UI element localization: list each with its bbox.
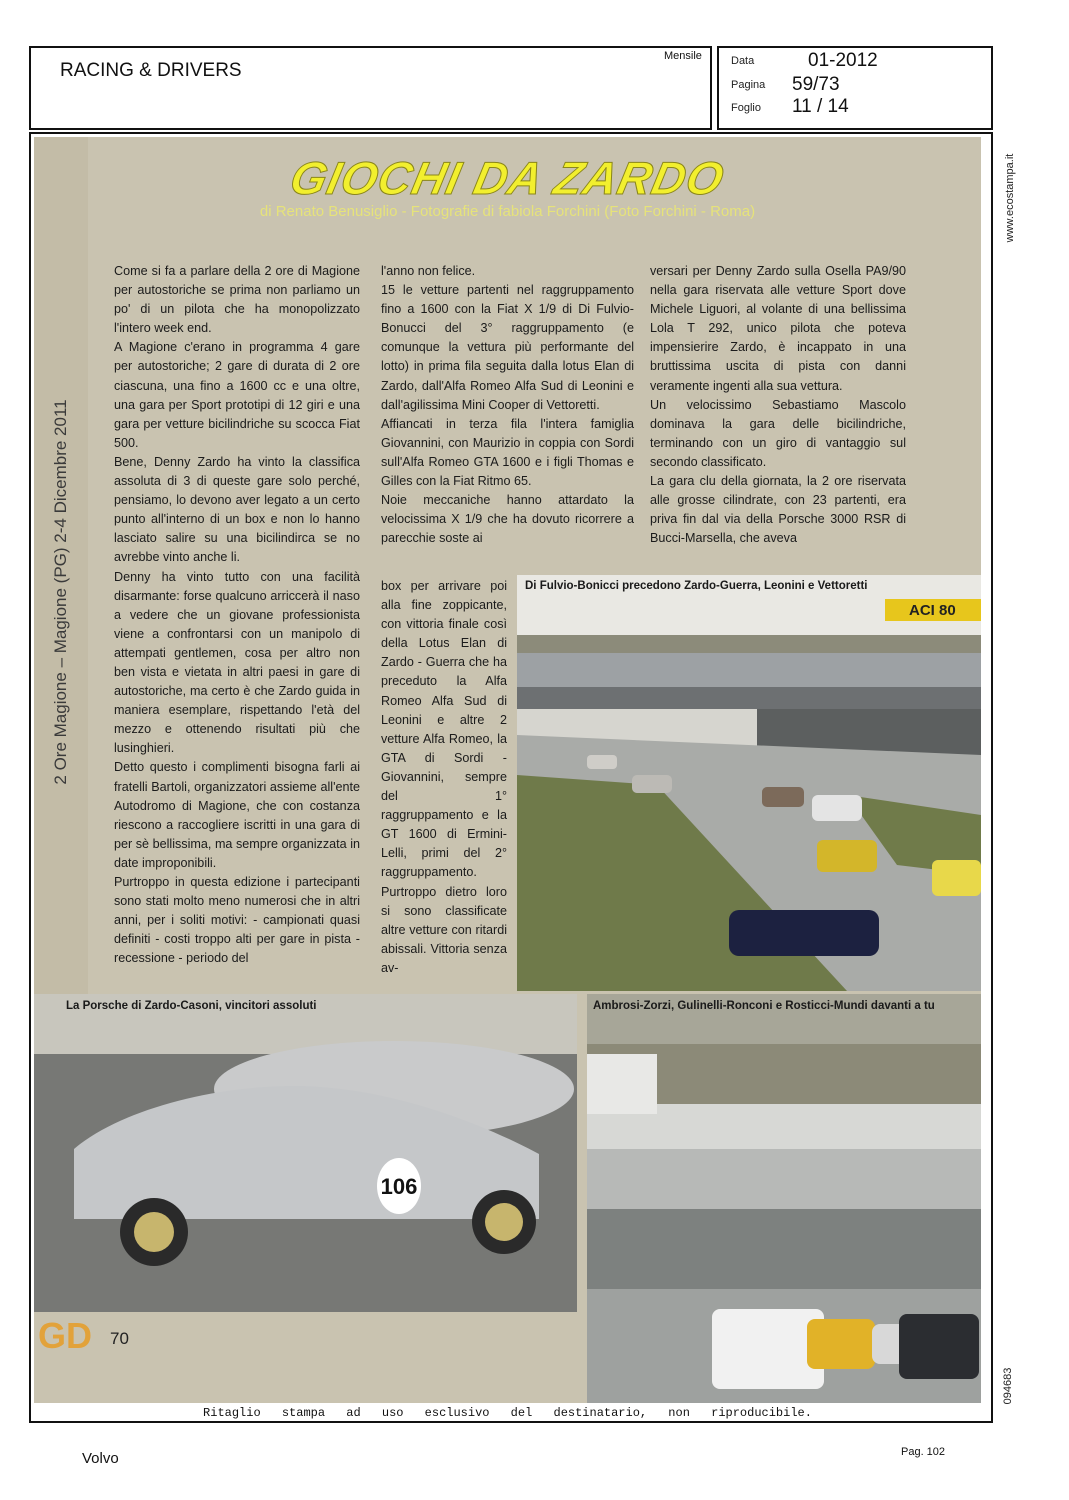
event-info: 2 Ore Magione – Magione (PG) 2-4 Dicembre 2011 — [51, 399, 70, 785]
pagina-label: Pagina — [731, 79, 766, 91]
article-byline: di Renato Benusiglio - Fotografie di fabiola Forchini (Foto Forchini - Roma) — [259, 203, 756, 220]
pagina-value: 59/73 — [792, 74, 840, 95]
car-icon — [817, 840, 877, 872]
foglio-value: 11 / 14 — [792, 96, 849, 117]
car-number: 106 — [380, 1174, 418, 1199]
magazine-logo — [38, 1315, 100, 1361]
paragraph: Detto questo i complimenti bisogna farli ai fratelli Bartoli, organizzatori assieme all'ente Autodromo di Magione, che con costanza riescono a raccogliere iscritti in una gara di per sè bellissima, ma sempre organizzata in date improponibili. — [114, 760, 360, 870]
paragraph: Bene, Denny Zardo ha vinto la classifica assoluta di 3 di queste gare solo perché, pensiamo, lo devono aver legato a un certo punto all'interno di un box e non lo hanno lasciato salire su una bicilindirca se no avrebbe vinto anche li. — [114, 454, 360, 565]
page-number: 70 — [110, 1329, 129, 1348]
car-icon — [587, 755, 617, 769]
paragraph: Affiancati in terza fila l'intera famiglia Giovannini, con Maurizio in coppia con Sordi sull'Alfa Romeo GTA 1600 e i figli Thomas e Gilles con la Fiat Ritmo 65. — [381, 416, 634, 489]
photo-porsche — [34, 994, 577, 1312]
paragraph: A Magione c'erano in programma 4 gare per autostoriche; 2 gare di durata di 2 ore ciascuna, una fino a 1600 cc e una oltre, una gara per Sport prototipi di 12 giri e una gara per vetture bicilindriche su scocca Fiat 500. — [114, 340, 360, 450]
text-column-1 — [114, 262, 360, 968]
publication-name: RACING & DRIVERS — [60, 60, 242, 81]
paragraph: Purtroppo in questa edizione i partecipanti sono stati molto meno numerosi che in altri anni, per i soliti motivi: - campionati quasi definiti - costi troppo alti per gare in pista - recessione - periodo del — [114, 875, 360, 966]
paragraph: La gara clu della giornata, la 2 ore riservata alle grosse cilindrate, con 23 partenti, era priva fin dal via della Porsche 3000 RSR di Bucci-Marsella, che aveva — [650, 474, 906, 546]
article-title: GIOCHI DA ZARDO — [285, 152, 730, 204]
track-scene-image — [517, 575, 981, 991]
clipping-code: 094683 — [1002, 1367, 1014, 1405]
data-label: Data — [731, 55, 755, 67]
ecostampa-url: www.ecostampa.it — [1004, 153, 1016, 243]
car-icon — [729, 910, 879, 956]
paragraph: l'anno non felice. — [381, 264, 476, 278]
header-publication-box — [29, 46, 712, 130]
banner-text: ACI 80 — [909, 602, 956, 619]
text-column-2 — [381, 262, 634, 548]
foglio-label: Foglio — [731, 102, 761, 114]
client-name: Volvo — [82, 1450, 119, 1467]
car-icon — [632, 775, 672, 793]
paragraph: 15 le vetture partenti nel raggruppamento fino a 1600 con la Fiat X 1/9 di Di Fulvio-Bonucci del 3° raggruppamento (e comunque la vettura più performante del lotto) in prima fila seguita dalla lotus Elan di Zardo, dall'Alfa Romeo Alfa Sud di Leonini e dall'agilissima Mini Cooper di Vettoretti. — [381, 283, 634, 412]
photo-track-pitlane — [517, 575, 981, 991]
pit-straight-image — [587, 994, 981, 1403]
magazine-page — [34, 137, 981, 1403]
car-icon — [932, 860, 981, 896]
porsche-image — [34, 994, 577, 1312]
disclaimer: Ritaglio stampa ad uso esclusivo del destinatario, non riproducibile. — [203, 1406, 812, 1420]
frequency-label: Mensile — [664, 50, 702, 62]
caption-bottom-right: Ambrosi-Zorzi, Gulinelli-Ronconi e Rosticci-Mundi davanti a tu — [593, 1000, 935, 1012]
car-icon — [762, 787, 804, 807]
data-value: 01-2012 — [808, 50, 878, 71]
caption-bottom-left: La Porsche di Zardo-Casoni, vincitori assoluti — [66, 1000, 317, 1012]
footer-page: Pag. 102 — [901, 1446, 946, 1458]
car-icon — [899, 1314, 979, 1379]
photo-pit-straight — [587, 994, 981, 1403]
paragraph: Noie meccaniche hanno attardato la velocissima X 1/9 che ha dovuto ricorrere a parecchie soste ai — [381, 493, 634, 546]
text-column-3 — [650, 262, 906, 548]
paragraph: Denny ha vinto tutto con una facilità disarmante: forse qualcuno arriccerà il naso a vedere che un giovane professionista viene a confrontarsi con un manipolo di attempati gentlemen, cosa per altro non ben vista e vietata in altri paesi in gare di autostoriche, ma certo è che Zardo guida in maniera esemplare, rispettando l'età del mezzo e ottenendo risultati più che lusinghieri. — [114, 569, 360, 756]
paragraph: box per arrivare poi alla fine zoppicante, con vittoria finale così della Lotus Elan di Zardo - Guerra che ha preceduto la Alfa Romeo Alfa Sud di Leonini e altre 2 vetture Alfa Romeo, la GTA di Sordi - Giovannini, sempre del 1° raggruppamento e la GT 1600 di Ermini-Lelli, primi del 2° raggruppamento. Purtroppo dietro loro si sono classificate altre vetture con ritardi abissali. Vittoria senza av- — [381, 579, 507, 975]
car-icon — [812, 795, 862, 821]
car-icon — [807, 1319, 875, 1369]
paragraph: versari per Denny Zardo sulla Osella PA9/90 nella gara riservata alle vetture Sport dove Michele Liguori, al volante di una bellissima Lola T 292, unico pilota che poteva impensierire Zardo, è incappato in una bruttissima uscita di pista con danni veramente ingenti alla sua vettura. — [650, 264, 906, 393]
event-sidebar — [34, 137, 88, 994]
caption-top-right: Di Fulvio-Bonicci precedono Zardo-Guerra, Leonini e Vettoretti — [525, 580, 868, 592]
paragraph: Un velocissimo Sebastiamo Mascolo dominava la gara delle bicilindriche, terminando con un giro di vantaggio sul secondo classificato. — [650, 397, 906, 469]
paragraph: Come si fa a parlare della 2 ore di Magione per autostoriche se prima non parliamo un po' di un pilota che ha monopolizzato l'intero week end. — [114, 264, 360, 336]
text-column-2-narrow — [381, 577, 507, 978]
logo-text: GD — [38, 1315, 92, 1356]
